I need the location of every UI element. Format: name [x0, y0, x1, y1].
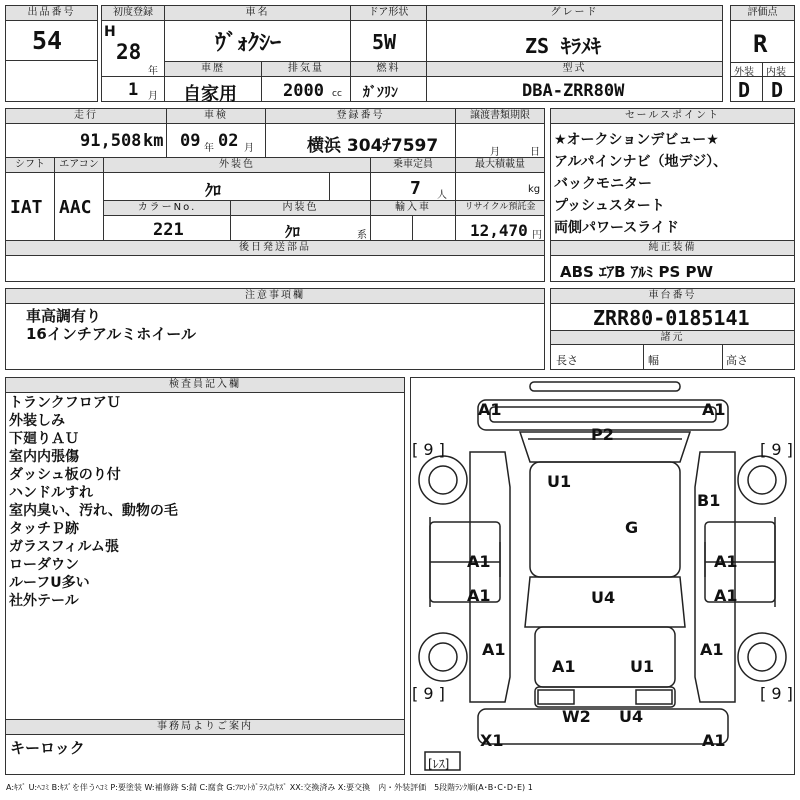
damage-mark: U1	[630, 657, 655, 676]
notes-label: 注意事項欄	[6, 289, 544, 304]
chassis-number: ZRR80-0185141	[593, 306, 750, 330]
inspector-item: ダッシュ板のり付	[9, 467, 121, 483]
damage-mark: [ 9 ]	[412, 684, 445, 703]
equipment-value: ABS ｴｱB ｱﾙﾐ PS PW	[560, 263, 714, 281]
color-no-label: カラーNo.	[104, 201, 230, 216]
damage-mark: U1	[547, 472, 572, 491]
divider	[5, 60, 98, 61]
spec-length-label: 長さ	[556, 354, 578, 367]
tire-front-right	[738, 456, 786, 504]
divider	[412, 215, 413, 241]
damage-mark: [ 9 ]	[760, 684, 793, 703]
displacement-label: 排気量	[262, 62, 350, 77]
ext-color-label: 外装色	[104, 158, 370, 173]
equipment-label: 純正装備	[551, 241, 794, 256]
fuel-value: ｶﾞｿﾘﾝ	[363, 85, 398, 101]
transfer-day-unit: 日	[530, 147, 540, 158]
office-label: 事務局よりご案内	[6, 720, 404, 735]
damage-mark: A1	[482, 640, 506, 659]
divider	[762, 62, 763, 102]
car-name: ｳﾞｫｸｼｰ	[215, 31, 282, 56]
door-label: ドア形状	[351, 6, 426, 21]
grade-value: ZS ｷﾗﾒｷ	[525, 34, 602, 58]
note-item: 16インチアルミホイール	[26, 325, 196, 343]
inspector-list	[9, 394, 178, 610]
damage-mark: B1	[697, 491, 721, 510]
history-label: 車歴	[165, 62, 261, 77]
capacity-value: 7	[410, 178, 421, 199]
registration-label: 登録番号	[266, 109, 455, 124]
right-body-shape	[695, 452, 735, 702]
era: H	[104, 24, 116, 40]
inspection-label: 車検	[167, 109, 265, 124]
int-color-suffix: 系	[357, 230, 367, 241]
year-unit: 年	[148, 66, 158, 77]
spec-width-label: 幅	[648, 354, 659, 367]
damage-mark: A1	[552, 657, 576, 676]
notes-box	[5, 288, 545, 370]
int-score-label: 内装	[766, 67, 786, 78]
damage-mark: A1	[714, 586, 738, 605]
sales-point-item: プッシュスタート	[554, 198, 665, 214]
inspector-item: 室内内張傷	[9, 449, 79, 465]
sales-points-label: セールスポイント	[551, 109, 794, 124]
sales-points-list	[554, 129, 727, 239]
damage-mark: A1	[478, 400, 502, 419]
score-label: 評価点	[731, 6, 794, 21]
divider	[329, 172, 330, 201]
office-value: キーロック	[10, 739, 85, 757]
damage-mark: X1	[480, 731, 504, 750]
lot-number: 54	[32, 26, 63, 55]
first-reg-month: 1	[128, 80, 139, 100]
damage-mark: [ 9 ]	[760, 440, 793, 459]
sales-point-item: アルパインナビ（地デジ）、	[554, 154, 728, 170]
damage-mark: U4	[591, 588, 616, 607]
specs-label: 諸元	[551, 330, 794, 345]
damage-mark: A1	[702, 731, 726, 750]
aircon-value: AAC	[59, 197, 92, 218]
displacement-unit: cc	[332, 89, 342, 99]
legend: A:ｷｽﾞ U:ﾍｺﾐ B:ｷｽﾞを伴うﾍｺﾐ P:要塗装 W:補修跡 S:錆 C:腐食 G:ﾌﾛﾝﾄｶﾞﾗｽ点ｷｽﾞ XX:交換済み X:要交換 内・外装評価 5段階ﾗﾝｸ順(A･B･C･D･E) 1	[6, 783, 533, 792]
inspector-item: トランクフロアＵ	[9, 395, 121, 411]
max-load-label: 最大積載量	[456, 158, 544, 173]
aircon-label: エアコン	[55, 158, 103, 173]
tire-rear-left	[419, 633, 467, 681]
damage-mark: [ 9 ]	[412, 440, 445, 459]
tire-front-left	[419, 456, 467, 504]
inspector-item: ローダウン	[9, 557, 79, 573]
car-name-label: 車名	[165, 6, 350, 21]
registration-value: 横浜 304ﾁ7597	[307, 136, 439, 156]
shift-value: IAT	[10, 197, 43, 218]
later-parts-label: 後日発送部品	[6, 241, 544, 256]
door-value: 5W	[372, 30, 397, 54]
displacement-value: 2000	[283, 81, 324, 101]
first-reg-year: 28	[116, 40, 142, 64]
damage-mark: A1	[714, 552, 738, 571]
ext-color-value: ｸﾛ	[205, 181, 222, 200]
color-no-value: 221	[153, 220, 184, 240]
inspection-year-unit: 年	[204, 143, 214, 154]
int-color-label: 内装色	[231, 201, 370, 216]
left-body-shape	[470, 452, 510, 702]
inspector-item: ハンドルすれ	[9, 485, 93, 501]
mileage-unit: km	[143, 131, 164, 151]
inspection-month-unit: 月	[244, 143, 254, 154]
max-load-unit: kg	[528, 184, 541, 195]
sales-point-item: 両側パワースライド	[554, 220, 679, 236]
month-unit: 月	[148, 91, 158, 102]
sales-point-item: ★オークションデビュー★	[554, 132, 719, 148]
transfer-month-unit: 月	[490, 147, 500, 158]
model-value: DBA-ZRR80W	[522, 81, 625, 101]
int-score: D	[771, 78, 784, 102]
inspector-item: 外装しみ	[9, 413, 65, 429]
chassis-label: 車台番号	[551, 289, 794, 304]
ext-score: D	[738, 78, 751, 102]
spec-height-label: 高さ	[726, 354, 748, 367]
spare-label: [ﾚｽ]	[428, 757, 450, 771]
fuel-label: 燃料	[351, 62, 426, 77]
grade-label: グレード	[427, 6, 722, 21]
capacity-unit: 人	[437, 190, 447, 201]
ext-score-label: 外装	[734, 67, 754, 78]
mileage-value: 91,508	[80, 131, 142, 151]
capacity-label: 乗車定員	[371, 158, 455, 173]
front-bumper-shape	[530, 382, 680, 391]
divider	[722, 345, 723, 370]
rear-bumper-shape	[478, 709, 728, 744]
inspector-item: 社外テール	[9, 593, 79, 609]
import-box	[370, 200, 456, 241]
inspector-box	[5, 377, 405, 720]
inspector-item: ガラスフィルム張	[9, 539, 119, 555]
tire-rear-right	[738, 633, 786, 681]
model-label: 型式	[427, 62, 722, 77]
note-item: 車高調有り	[26, 307, 102, 325]
transfer-label: 譲渡書類期限	[456, 109, 544, 124]
int-color-box	[230, 200, 371, 241]
recycle-value: 12,470	[470, 221, 528, 240]
shift-label: シフト	[6, 158, 54, 173]
damage-mark: A1	[700, 640, 724, 659]
damage-mark: A1	[467, 552, 491, 571]
inspector-label: 検査員記入欄	[6, 378, 404, 393]
later-parts-box	[5, 240, 545, 282]
mileage-label: 走行	[6, 109, 166, 124]
inspection-year: 09	[180, 131, 201, 151]
recycle-unit: 円	[532, 230, 542, 241]
inspector-item: ルーフU多い	[9, 575, 90, 591]
damage-mark: A1	[467, 586, 491, 605]
first-reg-label: 初度登録	[102, 6, 164, 21]
lot-label: 出品番号	[6, 6, 97, 21]
inspector-item: タッチＰ跡	[9, 521, 79, 537]
inspector-item: 下廻りＡＵ	[9, 431, 79, 447]
import-label: 輸入車	[371, 201, 455, 216]
int-color-value: ｸﾛ	[285, 223, 301, 241]
sales-point-item: バックモニター	[554, 176, 652, 192]
damage-mark: P2	[591, 425, 614, 444]
sales-points-box	[550, 108, 795, 241]
damage-mark: A1	[702, 400, 726, 419]
notes-list	[26, 307, 196, 343]
damage-mark: U4	[619, 707, 644, 726]
divider	[643, 345, 644, 370]
inspector-item: 室内臭い、汚れ、動物の毛	[9, 503, 178, 519]
damage-mark: G	[625, 518, 639, 537]
inspection-month: 02	[218, 131, 239, 151]
damage-mark: W2	[562, 707, 591, 726]
score-value: R	[753, 30, 768, 58]
history-value: 自家用	[183, 84, 237, 105]
ext-color-box	[103, 157, 371, 201]
recycle-label: リサイクル預託金	[456, 201, 544, 216]
